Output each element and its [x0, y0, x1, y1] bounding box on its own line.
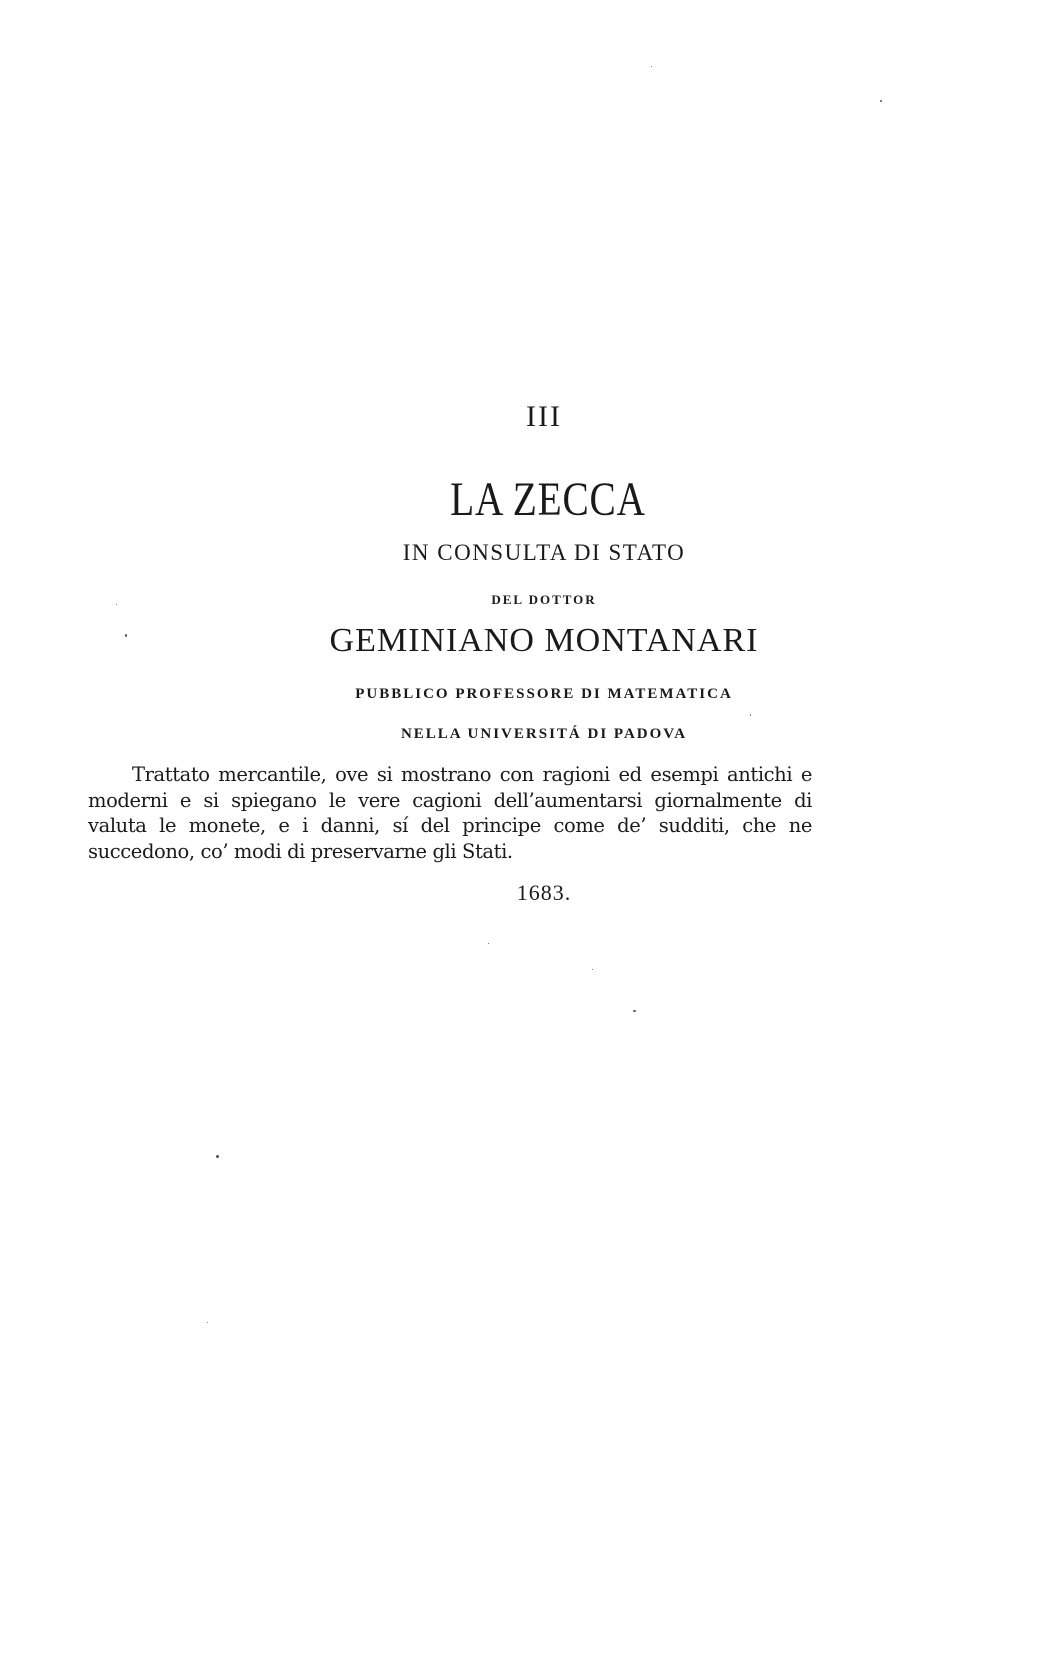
description-paragraph: Trattato mercantile, ove si mostrano con ragioni ed esempi antichi e moderni e si spiegano le vere cagioni dell’aumentarsi giornalmente di valuta le monete, e i danni, sí del principe come de’ sudditi, che ne succedono, co’ modi di preservarne gli Stati. — [88, 763, 812, 863]
scan-speck — [116, 604, 117, 605]
author-name: GEMINIANO MONTANARI — [329, 622, 759, 659]
scan-speck — [125, 634, 127, 637]
author-role-2: NELLA UNIVERSITÁ DI PADOVA — [400, 726, 688, 742]
scan-speck — [880, 100, 882, 102]
page-title: LA ZECCA — [450, 473, 646, 526]
chapter-numeral: III — [526, 400, 562, 433]
publication-year: 1683. — [516, 880, 572, 905]
scan-speck — [633, 1010, 636, 1012]
scan-speck — [651, 66, 652, 67]
scan-speck — [207, 1322, 208, 1323]
byline: DEL DOTTOR — [491, 592, 597, 607]
scan-speck — [750, 714, 751, 716]
subtitle: IN CONSULTA DI STATO — [402, 540, 686, 565]
author-role-1: PUBBLICO PROFESSORE DI MATEMATICA — [355, 686, 733, 702]
scan-speck — [216, 1155, 219, 1158]
scan-speck — [488, 943, 489, 944]
scan-speck — [592, 969, 593, 970]
